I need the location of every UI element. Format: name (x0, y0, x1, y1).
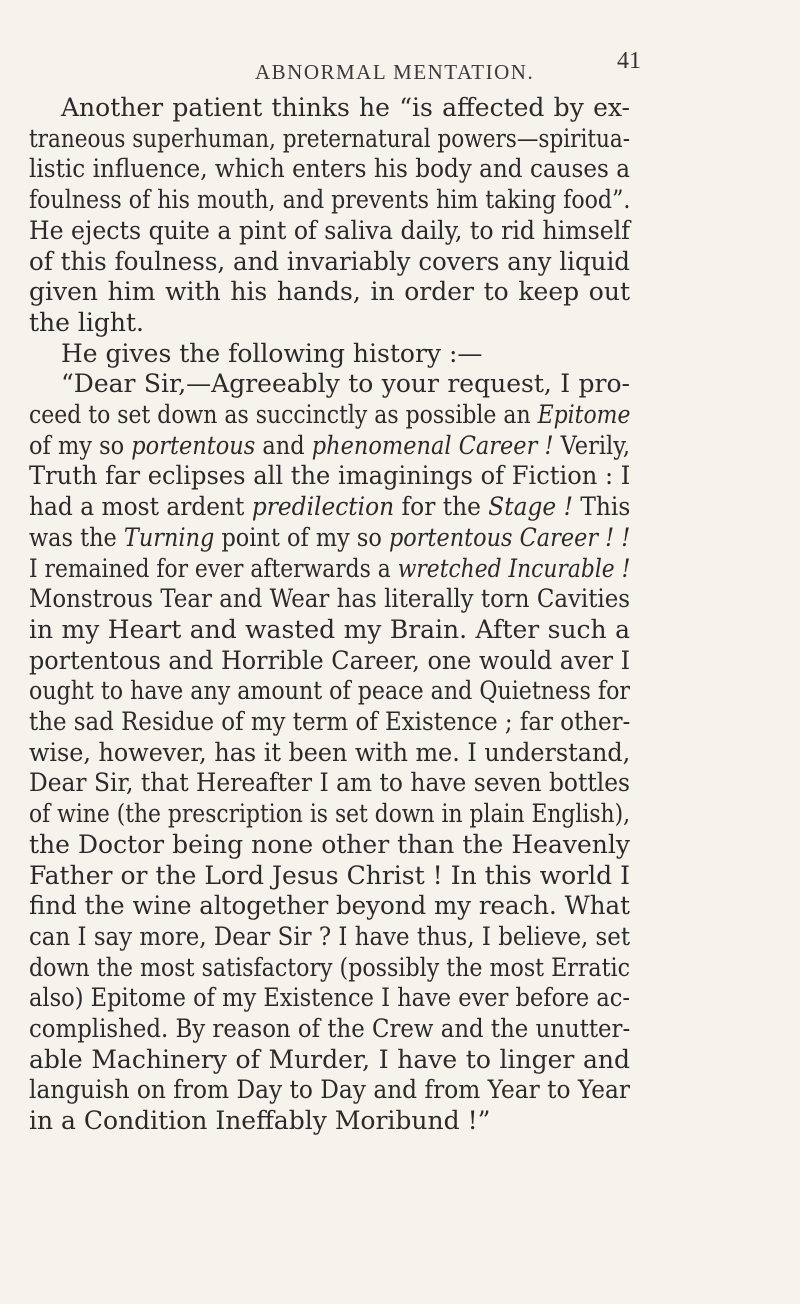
text-line (29, 707, 630, 737)
line-segment: for the (394, 492, 489, 522)
text-line (29, 247, 630, 277)
text-line (29, 216, 630, 246)
line-segment: also) Epitome of my Existence I have ever before ac- (29, 983, 630, 1013)
line-segment-italic: portentous (131, 430, 256, 460)
text-line (29, 922, 630, 952)
line-segment-italic: Turning (123, 522, 215, 552)
text-line (29, 277, 630, 307)
line-segment: the sad Residue of my term of Existence ; far other- (29, 707, 631, 736)
line-segment: in my Heart and wasted my Brain. After such a (29, 614, 630, 644)
line-segment: I remained for ever afterwards a (29, 553, 398, 583)
text-line (61, 369, 630, 399)
line-segment: foulness of his mouth, and prevents him taking food”. (29, 185, 631, 215)
line-segment-italic: wretched Incurable ! (397, 553, 631, 583)
text-line (29, 154, 630, 184)
text-line (29, 461, 630, 491)
line-segment: given him with his hands, in order to keep out (29, 277, 630, 307)
text-line (29, 615, 630, 645)
line-segment: traneous superhuman, preternatural powers—spiritua- (29, 123, 631, 153)
line-segment-italic: portentous Career ! ! (388, 522, 631, 552)
line-segment: Verily, (553, 430, 631, 460)
line-segment: This (572, 492, 631, 522)
line-segment-italic: phenomenal Career ! (311, 430, 554, 460)
line-segment: complished. By reason of the Crew and the unutter- (29, 1014, 631, 1043)
line-segment: and (255, 430, 312, 460)
line-segment: Father or the Lord Jesus Christ ! In this world I (29, 860, 630, 890)
line-segment-italic: Epitome (537, 400, 631, 429)
text-line (29, 431, 630, 461)
line-segment: wise, however, has it been with me. I understand, (29, 737, 631, 767)
line-segment: had a most ardent (29, 492, 252, 522)
text-line (29, 738, 630, 768)
line-segment: Another patient thinks he “is affected by ex- (61, 93, 630, 122)
text-line (29, 554, 630, 584)
text-line (29, 830, 630, 860)
text-line (29, 1014, 630, 1044)
line-segment: ought to have any amount of peace and Quietness for (29, 676, 630, 706)
text-line (29, 124, 630, 154)
text-line (29, 584, 630, 614)
line-segment: was the (29, 522, 124, 552)
line-segment: down the most satisfactory (possibly the most Erratic (29, 952, 630, 982)
text-line (29, 523, 630, 553)
line-segment-italic: Stage ! (488, 492, 573, 522)
text-line (29, 1045, 630, 1075)
text-line (29, 768, 630, 798)
running-head: ABNORMAL MENTATION. (255, 60, 535, 84)
text-line (29, 891, 630, 921)
text-line (29, 676, 630, 706)
line-segment: of this foulness, and invariably covers any liquid (29, 246, 630, 276)
line-segment: can I say more, Dear Sir ? I have thus, I believe, set (29, 921, 631, 951)
line-segment: able Machinery of Murder, I have to linger and (29, 1044, 630, 1074)
text-line (29, 1075, 630, 1105)
text-line (29, 799, 630, 829)
line-segment: Monstrous Tear and Wear has literally torn Cavities (29, 584, 631, 614)
text-line (29, 400, 630, 430)
line-segment: listic influence, which enters his body and causes a (29, 154, 631, 184)
line-segment: point of my so (214, 522, 389, 552)
line-segment: ceed to set down as succinctly as possible an (29, 400, 538, 429)
text-line (29, 185, 630, 215)
line-segment: find the wine altogether beyond my reach. What (29, 891, 630, 921)
text-line (29, 861, 630, 891)
text-line (61, 339, 630, 369)
text-line (29, 953, 630, 983)
text-line (29, 492, 630, 522)
line-segment: languish on from Day to Day and from Year to Year (29, 1075, 630, 1105)
line-segment-italic: predilection (251, 492, 395, 522)
line-segment: the light. (29, 307, 144, 337)
line-segment: of wine (the prescription is set down in plain English), (29, 799, 631, 829)
text-line (29, 308, 630, 338)
text-line (29, 1106, 630, 1136)
line-segment: He ejects quite a pint of saliva daily, to rid himself (29, 215, 631, 245)
line-segment: the Doctor being none other than the Heavenly (29, 829, 630, 859)
line-segment: in a Condition Ineffably Moribund !” (29, 1106, 491, 1136)
line-segment: Truth far eclipses all the imaginings of Fiction : I (29, 461, 631, 491)
page-number: 41 (617, 48, 641, 74)
line-segment: He gives the following history :— (61, 338, 483, 368)
line-segment: of my so (29, 430, 132, 460)
text-line (61, 93, 630, 123)
line-segment: Dear Sir, that Hereafter I am to have seven bottles (29, 768, 630, 798)
text-line (29, 646, 630, 676)
line-segment: “Dear Sir,—Agreeably to your request, I pro- (61, 369, 630, 399)
text-line (29, 983, 630, 1013)
line-segment: portentous and Horrible Career, one would aver I (29, 645, 631, 675)
